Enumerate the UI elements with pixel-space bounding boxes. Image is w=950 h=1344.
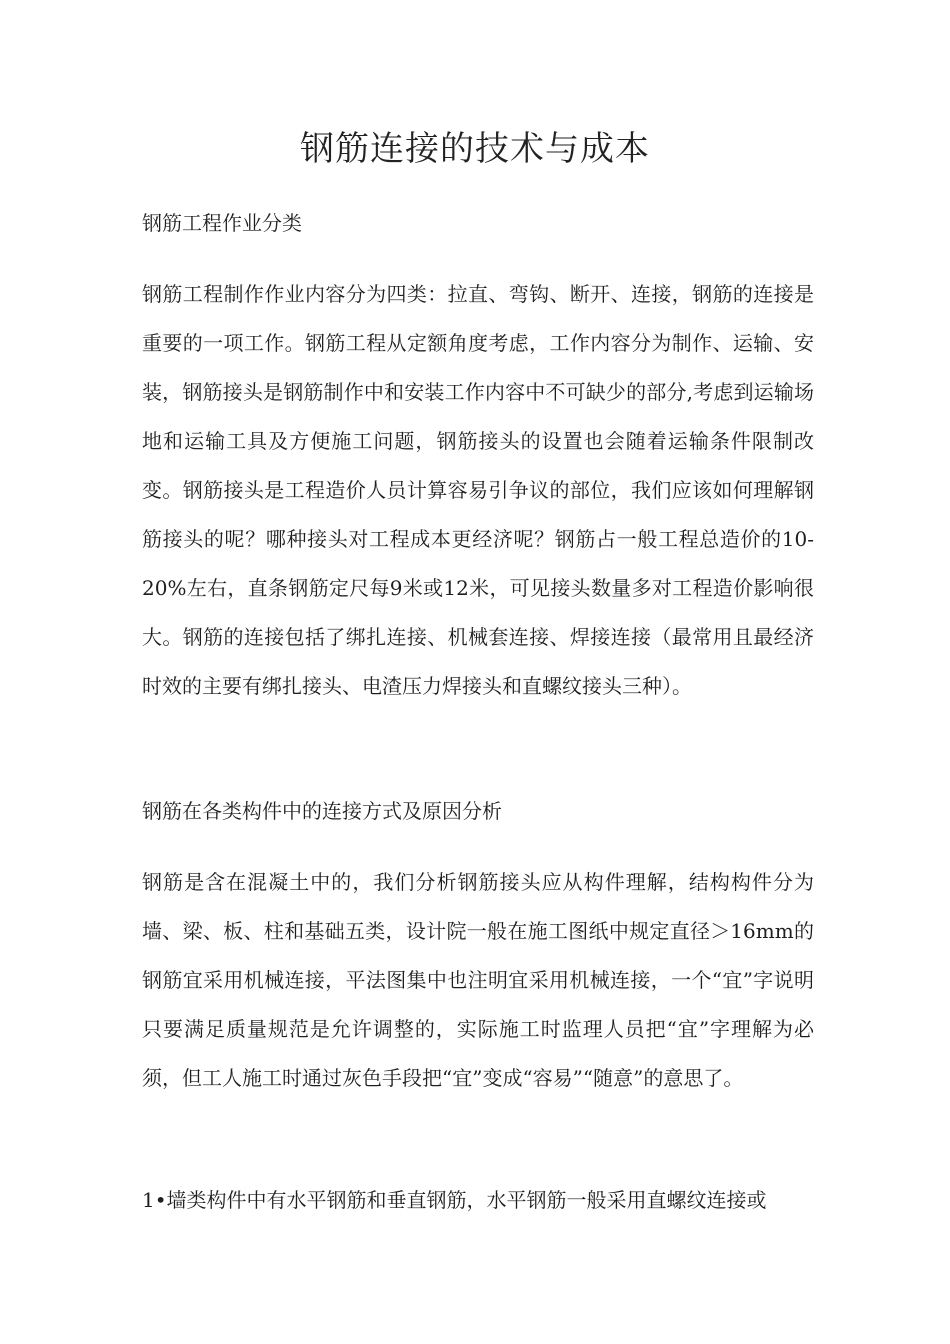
document-title: 钢筋连接的技术与成本: [300, 129, 650, 169]
paragraph-connection-analysis: 钢筋是含在混凝土中的，我们分析钢筋接头应从构件理解，结构构件分为墙、梁、板、柱和基础五类，设计院一般在施工图纸中规定直径＞16mm的钢筋宜采用机械连接，平法图集中也注明宜采用机械连接，一个“宜”字说明只要满足质量规范是允许调整的，实际施工时监理人员把“宜”字理解为必须，但工人施工时通过灰色手段把“宜”变成“容易”“随意”的意思了。: [142, 870, 814, 1090]
section-heading-work-classification: 钢筋工程作业分类: [142, 211, 302, 235]
paragraph-wall-components: 1•墙类构件中有水平钢筋和垂直钢筋，水平钢筋一般采用直螺纹连接或: [142, 1188, 767, 1212]
paragraph-work-classification: 钢筋工程制作作业内容分为四类：拉直、弯钩、断开、连接，钢筋的连接是重要的一项工作。钢筋工程从定额角度考虑，工作内容分为制作、运输、安装，钢筋接头是钢筋制作中和安装工作内容中不可缺少的部分,考虑到运输场地和运输工具及方便施工问题，钢筋接头的设置也会随着运输条件限制改变。钢筋接头是工程造价人员计算容易引争议的部位，我们应该如何理解钢筋接头的呢？哪种接头对工程成本更经济呢？钢筋占一般工程总造价的10-20%左右，直条钢筋定尺每9米或12米，可见接头数量多对工程造价影响很大。钢筋的连接包括了绑扎连接、机械套连接、焊接连接（最常用且最经济时效的主要有绑扎接头、电渣压力焊接头和直螺纹接头三种）。: [142, 282, 814, 698]
section-heading-connection-methods: 钢筋在各类构件中的连接方式及原因分析: [142, 799, 502, 823]
